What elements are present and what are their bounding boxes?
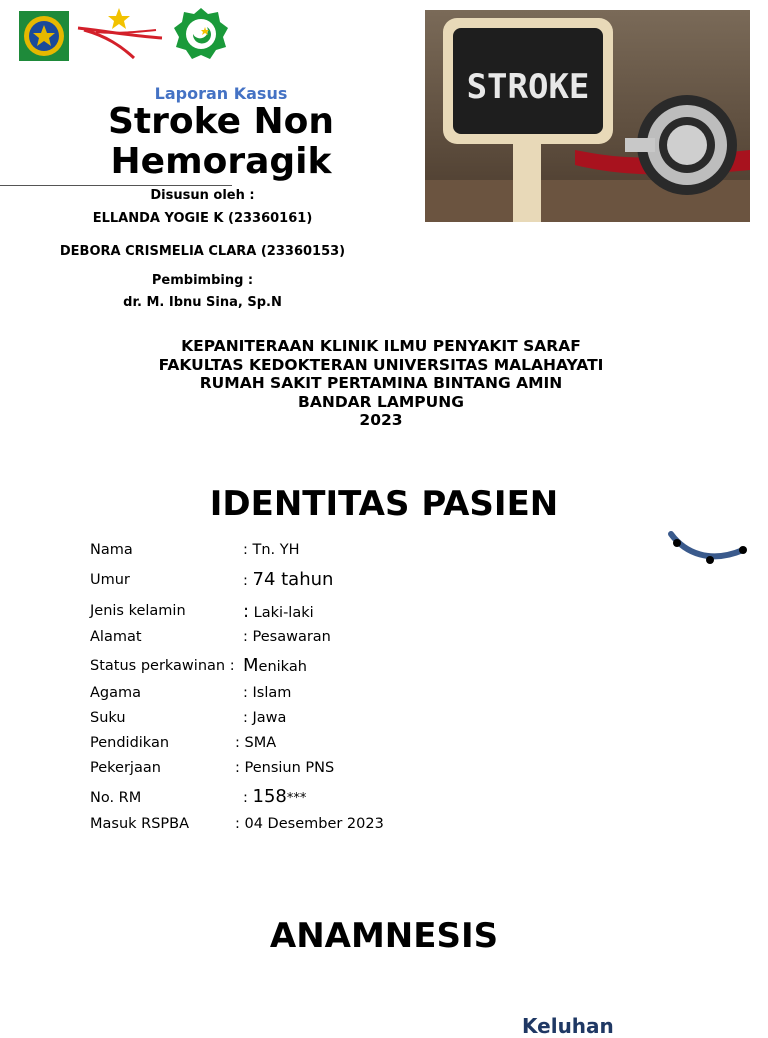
institution-line: BANDAR LAMPUNG: [298, 392, 464, 411]
value-agama: : Islam: [243, 685, 292, 701]
value-masuk-rspba: : 04 Desember 2023: [235, 816, 384, 832]
value-umur: [243, 569, 333, 590]
author-1: ELLANDA YOGIE K (23360161): [92, 211, 313, 226]
value-status-perkawinan-text: enikah: [258, 659, 307, 675]
label-pekerjaan: Pekerjaan: [90, 760, 161, 776]
value-umur-text: 74 tahun: [252, 569, 334, 590]
identitas-heading: IDENTITAS PASIEN: [209, 484, 559, 524]
advisor-label: Pembimbing :: [151, 273, 254, 288]
label-agama: Agama: [90, 685, 142, 701]
compiled-by-label: Disusun oleh :: [150, 188, 255, 203]
report-type-label: Laporan Kasus: [154, 84, 288, 103]
value-pendidikan: : SMA: [235, 735, 277, 751]
stroke-sign-image: [425, 10, 750, 222]
value-alamat: : Pesawaran: [243, 629, 331, 645]
title-line-1: Stroke Non: [107, 101, 335, 142]
label-umur: Umur: [90, 572, 130, 588]
value-no-rm: [243, 786, 306, 807]
value-nama: : Tn. YH: [243, 542, 300, 558]
institution-line: FAKULTAS KEDOKTERAN UNIVERSITAS MALAHAYATI: [158, 355, 604, 374]
value-suku: : Jawa: [243, 710, 287, 726]
anamnesis-heading: ANAMNESIS: [269, 916, 499, 956]
hospital-logo: [172, 7, 230, 63]
label-alamat: Alamat: [90, 629, 142, 645]
label-jenis-kelamin: Jenis kelamin: [90, 603, 186, 619]
label-status-perkawinan: Status perkawinan :: [90, 658, 235, 674]
label-suku: Suku: [90, 710, 126, 726]
seal-logo: [19, 11, 69, 61]
institution-line: RUMAH SAKIT PERTAMINA BINTANG AMIN: [199, 374, 563, 392]
value-no-rm-colon: :: [243, 790, 253, 806]
title-line-2: Hemoragik: [110, 141, 332, 182]
value-jenis-kelamin-colon: :: [243, 601, 250, 622]
institution-block: [0, 337, 762, 430]
decorative-arc: [665, 528, 750, 570]
value-status-perkawinan: [243, 655, 307, 676]
report-title: [0, 102, 442, 182]
value-umur-colon: :: [243, 573, 253, 589]
value-status-perkawinan-initial: M: [243, 655, 259, 676]
advisor-name: dr. M. Ibnu Sina, Sp.N: [123, 295, 282, 310]
divider: [0, 185, 232, 186]
institution-line: KEPANITERAAN KLINIK ILMU PENYAKIT SARAF: [181, 337, 581, 355]
cut-off-heading: Keluhan: [522, 1014, 614, 1038]
value-pekerjaan: : Pensiun PNS: [235, 760, 335, 776]
author-2: DEBORA CRISMELIA CLARA (23360153): [59, 244, 346, 259]
value-no-rm-number: 158: [252, 786, 287, 807]
label-pendidikan: Pendidikan: [90, 735, 170, 751]
value-jenis-kelamin-text: Laki-laki: [249, 605, 314, 621]
institution-line: 2023: [359, 411, 403, 429]
label-no-rm: No. RM: [90, 790, 142, 806]
university-logo: [76, 6, 166, 62]
value-no-rm-mask: ***: [286, 791, 307, 806]
stroke-sign-text: STROKE: [466, 67, 590, 107]
label-masuk-rspba: Masuk RSPBA: [90, 816, 190, 832]
label-nama: Nama: [90, 542, 133, 558]
value-jenis-kelamin: [243, 601, 314, 622]
